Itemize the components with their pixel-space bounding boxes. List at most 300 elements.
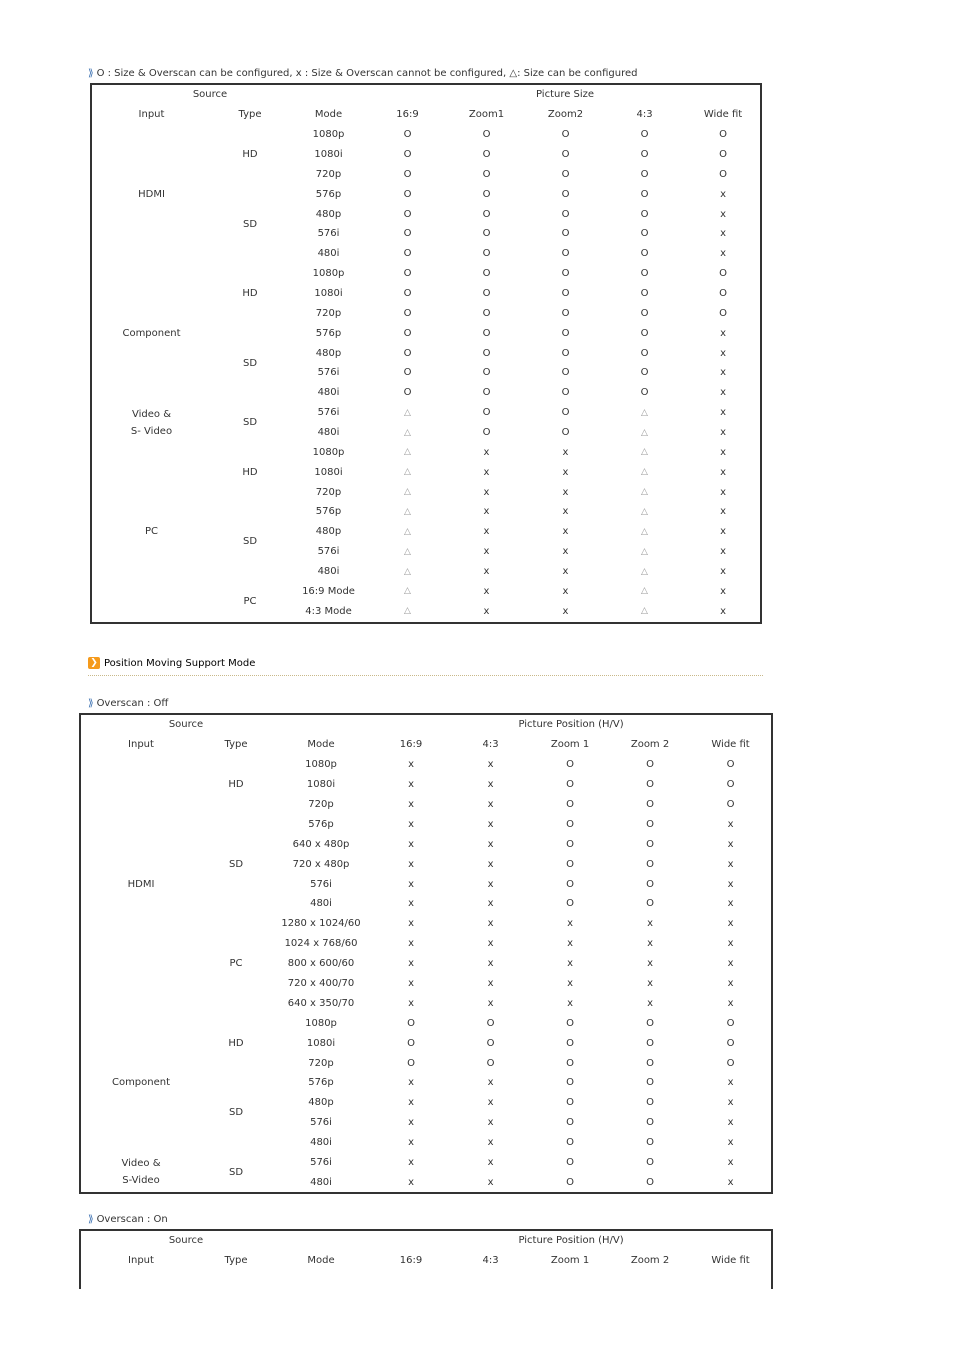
value-cell: x [483, 585, 490, 597]
value-cell: O [640, 168, 649, 180]
value-cell: O [566, 1057, 574, 1069]
value-cell: x [408, 818, 414, 830]
value-cell: x [487, 918, 494, 930]
mode-cell: 480i [317, 387, 340, 399]
value-cell: x [487, 878, 494, 890]
value-cell: x [720, 347, 726, 359]
value-cell: △ [641, 586, 648, 597]
mode-cell: 1080p [312, 129, 345, 141]
mode-cell: 720p [315, 307, 342, 319]
value-cell: x [483, 486, 490, 498]
value-cell: O [482, 149, 491, 160]
mode-cell: 576p [315, 327, 342, 339]
value-cell: x [727, 997, 734, 1009]
value-cell: x [727, 978, 734, 990]
value-cell: x [562, 446, 569, 458]
value-cell: x [562, 486, 569, 498]
value-cell: x [483, 546, 490, 558]
mode-cell: 576p [315, 188, 342, 200]
value-cell: x [562, 605, 569, 617]
value-cell: x [567, 938, 573, 950]
value-cell: O [561, 327, 570, 339]
value-cell: x [562, 526, 569, 538]
source-header: Source [168, 1235, 204, 1247]
value-cell: △ [404, 586, 411, 597]
value-cell: O [561, 129, 570, 141]
value-cell: O [482, 208, 491, 220]
value-cell: O [719, 129, 727, 141]
value-cell: x [408, 997, 414, 1009]
mode-cell: 640 x 480p [292, 838, 350, 850]
picture-size-grid [92, 85, 762, 621]
column-header: Mode [307, 1255, 335, 1267]
value-cell: △ [641, 407, 648, 418]
value-cell: O [726, 1037, 735, 1049]
picture-header: Picture Size [535, 89, 595, 101]
mode-cell: 720p [315, 486, 342, 498]
value-cell: x [408, 1137, 414, 1149]
value-cell: O [646, 799, 654, 810]
mode-cell: 480i [310, 1137, 332, 1149]
value-cell: x [483, 446, 490, 458]
value-cell: O [566, 838, 574, 850]
value-cell: x [487, 818, 494, 830]
value-cell: O [561, 407, 570, 419]
mode-cell: 1080i [314, 149, 343, 160]
value-cell: O [646, 1057, 654, 1069]
value-cell: O [403, 367, 412, 379]
value-cell: O [566, 818, 574, 830]
mode-cell: 480i [310, 898, 332, 910]
value-cell: x [720, 327, 726, 339]
value-cell: x [487, 938, 494, 950]
value-cell: O [403, 307, 412, 319]
input-cell: Video & S-Video [121, 1158, 161, 1187]
value-cell: x [720, 367, 726, 379]
value-cell: x [483, 566, 490, 578]
column-header: Zoom2 [547, 109, 584, 121]
type-cell: SD [242, 536, 258, 548]
type-cell: SD [228, 1166, 244, 1178]
value-cell: O [566, 759, 574, 771]
type-cell: HD [242, 288, 258, 300]
mode-cell: 480i [317, 566, 340, 578]
mode-cell: 720p [308, 1057, 334, 1069]
mode-cell: 640 x 350/70 [287, 997, 355, 1009]
mode-cell: 480p [308, 1097, 334, 1109]
value-cell: △ [641, 467, 648, 478]
value-cell: O [646, 1117, 654, 1129]
header-row [81, 735, 771, 755]
arrow-badge-icon: ❯ [88, 657, 100, 669]
value-cell: O [486, 1037, 495, 1049]
value-cell: O [640, 307, 649, 319]
value-cell: x [487, 799, 494, 810]
value-cell: O [403, 347, 412, 359]
value-cell: O [403, 387, 412, 399]
value-cell: O [561, 268, 570, 280]
value-cell: x [487, 958, 494, 970]
value-cell: x [727, 898, 734, 910]
value-cell: O [646, 1157, 654, 1169]
mode-cell: 576p [308, 818, 334, 830]
mode-cell: 1080p [312, 446, 345, 458]
column-header: 4:3 [482, 1255, 499, 1267]
column-header: Zoom 2 [630, 1255, 670, 1267]
table3-legend: ⟫ Overscan : On [88, 1214, 168, 1225]
chevron-right-icon: ⟫ [88, 1214, 94, 1225]
mode-cell: 1280 x 1024/60 [281, 918, 361, 930]
column-header: Zoom 2 [630, 739, 670, 751]
value-cell: x [727, 878, 734, 890]
overscan-off-grid [81, 715, 771, 1192]
chevron-right-icon: ⟫ [88, 68, 94, 79]
value-cell: O [482, 129, 491, 141]
value-cell: O [726, 799, 735, 810]
value-cell: O [640, 228, 649, 240]
value-cell: O [403, 208, 412, 220]
value-cell: △ [404, 487, 411, 498]
value-cell: x [408, 918, 414, 930]
value-cell: O [646, 1097, 654, 1109]
column-header: 4:3 [636, 109, 653, 121]
column-header: 16:9 [399, 1255, 423, 1267]
chevron-right-icon: ⟫ [88, 698, 94, 709]
value-cell: O [482, 188, 491, 200]
picture-header: Picture Position (H/V) [518, 719, 624, 731]
value-cell: x [562, 466, 569, 478]
source-header: Source [168, 719, 204, 731]
value-cell: △ [641, 506, 648, 517]
value-cell: O [640, 149, 649, 160]
column-header: Wide fit [711, 739, 750, 751]
value-cell: O [719, 168, 727, 180]
value-cell: O [403, 129, 412, 141]
value-cell: O [646, 898, 654, 910]
value-cell: O [640, 288, 649, 300]
value-cell: △ [641, 447, 648, 458]
value-cell: △ [404, 427, 411, 438]
value-cell: O [403, 288, 412, 300]
value-cell: x [487, 1137, 494, 1149]
mode-cell: 1080i [306, 779, 336, 791]
value-cell: x [562, 506, 569, 518]
value-cell: x [720, 486, 726, 498]
value-cell: O [646, 1176, 654, 1188]
mode-cell: 480p [315, 208, 342, 220]
mode-cell: 480i [317, 427, 340, 439]
type-cell: HD [228, 1037, 244, 1049]
value-cell: x [408, 858, 414, 870]
header-row [92, 105, 762, 125]
type-cell: PC [243, 595, 257, 607]
value-cell: O [403, 327, 412, 339]
picture-size-table [90, 83, 762, 624]
type-cell: HD [228, 779, 244, 791]
mode-cell: 4:3 Mode [305, 605, 352, 617]
value-cell: O [482, 228, 491, 240]
value-cell: O [482, 168, 491, 180]
value-cell: x [720, 506, 726, 518]
value-cell: △ [404, 566, 411, 577]
mode-cell: 480i [317, 248, 340, 260]
value-cell: O [561, 149, 570, 160]
value-cell: x [408, 878, 414, 890]
column-header: Zoom 1 [550, 739, 590, 751]
value-cell: O [566, 1077, 574, 1089]
column-header: 4:3 [482, 739, 499, 751]
value-cell: x [727, 1137, 734, 1149]
value-cell: O [566, 1157, 574, 1169]
column-header: Type [238, 109, 262, 121]
value-cell: △ [404, 447, 411, 458]
table1-legend: ⟫ O : Size & Overscan can be configured, x : Size & Overscan cannot be configured, △: Size can be configured [88, 68, 638, 79]
value-cell: O [640, 188, 649, 200]
value-cell: O [646, 878, 654, 890]
table-row [92, 403, 762, 423]
value-cell: O [719, 307, 727, 319]
value-cell: △ [404, 407, 411, 418]
value-cell: O [726, 1057, 735, 1069]
value-cell: △ [641, 487, 648, 498]
value-cell: O [640, 129, 649, 141]
column-header: Type [224, 739, 248, 751]
value-cell: △ [641, 566, 648, 577]
input-cell: Component [111, 1077, 171, 1089]
overscan-off-table [79, 713, 773, 1194]
value-cell: x [487, 779, 494, 791]
value-cell: x [487, 1097, 494, 1109]
input-cell: PC [144, 526, 158, 538]
value-cell: x [647, 978, 653, 990]
table-row [92, 264, 762, 284]
mode-cell: 1080i [314, 288, 343, 300]
value-cell: x [720, 248, 726, 260]
value-cell: O [403, 228, 412, 240]
column-header: Wide fit [703, 109, 743, 121]
value-cell: O [566, 1037, 574, 1049]
value-cell: x [720, 407, 726, 419]
value-cell: x [562, 546, 569, 558]
value-cell: O [566, 858, 574, 870]
value-cell: O [561, 208, 570, 220]
value-cell: O [403, 168, 412, 180]
value-cell: O [561, 228, 570, 240]
value-cell: △ [641, 546, 648, 557]
value-cell: O [482, 387, 491, 399]
input-cell: HDMI [138, 188, 165, 200]
type-cell: SD [242, 218, 258, 230]
value-cell: x [647, 958, 653, 970]
value-cell: O [482, 347, 491, 359]
value-cell: O [719, 149, 727, 160]
value-cell: △ [641, 606, 648, 617]
value-cell: x [720, 466, 726, 478]
type-cell: SD [242, 417, 258, 429]
mode-cell: 576i [317, 228, 340, 240]
value-cell: x [647, 938, 653, 950]
type-cell: HD [242, 149, 258, 160]
table-row [92, 442, 762, 462]
mode-cell: 720p [308, 799, 334, 810]
input-cell: Component [122, 327, 181, 339]
value-cell: x [408, 838, 414, 850]
value-cell: O [407, 1017, 415, 1029]
value-cell: x [567, 997, 573, 1009]
value-cell: O [726, 1017, 735, 1029]
mode-cell: 480p [315, 347, 342, 359]
value-cell: x [720, 427, 726, 439]
mode-cell: 576i [317, 546, 340, 558]
value-cell: O [561, 347, 570, 359]
value-cell: x [720, 566, 726, 578]
value-cell: x [727, 1097, 734, 1109]
value-cell: x [408, 898, 414, 910]
value-cell: O [482, 268, 491, 280]
table-row [92, 125, 762, 145]
value-cell: O [482, 367, 491, 379]
value-cell: x [727, 838, 734, 850]
value-cell: O [566, 898, 574, 910]
mode-cell: 1024 x 768/60 [284, 938, 358, 950]
mode-cell: 480p [315, 526, 342, 538]
table-row [81, 1153, 771, 1173]
value-cell: x [408, 1117, 414, 1129]
value-cell: O [640, 327, 649, 339]
value-cell: O [561, 387, 570, 399]
value-cell: x [408, 759, 414, 771]
column-header: Wide fit [711, 1255, 750, 1267]
mode-cell: 576i [317, 407, 340, 419]
value-cell: x [408, 1176, 414, 1188]
value-cell: O [719, 288, 727, 300]
mode-cell: 576p [315, 506, 342, 518]
value-cell: O [486, 1017, 495, 1029]
value-cell: x [562, 566, 569, 578]
type-cell: SD [228, 1107, 244, 1119]
value-cell: x [483, 466, 490, 478]
value-cell: O [403, 188, 412, 200]
value-cell: O [407, 1057, 415, 1069]
value-cell: x [727, 958, 734, 970]
value-cell: x [408, 978, 414, 990]
value-cell: x [647, 918, 653, 930]
value-cell: x [487, 858, 494, 870]
mode-cell: 1080p [305, 1017, 337, 1029]
value-cell: x [487, 838, 494, 850]
value-cell: O [403, 248, 412, 260]
value-cell: x [720, 585, 726, 597]
value-cell: x [483, 506, 490, 518]
mode-cell: 1080i [306, 1037, 336, 1049]
dotted-divider [88, 675, 763, 676]
mode-cell: 16:9 Mode [302, 585, 355, 597]
value-cell: O [640, 268, 649, 280]
value-cell: x [567, 918, 573, 930]
value-cell: x [727, 1077, 734, 1089]
value-cell: O [482, 407, 491, 419]
value-cell: O [403, 149, 412, 160]
value-cell: O [566, 878, 574, 890]
header-row [81, 1251, 771, 1271]
value-cell: △ [404, 606, 411, 617]
value-cell: x [720, 208, 726, 220]
value-cell: O [640, 387, 649, 399]
value-cell: x [487, 1077, 494, 1089]
type-cell: PC [229, 958, 243, 970]
value-cell: x [727, 1176, 734, 1188]
value-cell: O [646, 858, 654, 870]
value-cell: O [403, 268, 412, 280]
mode-cell: 800 x 600/60 [287, 958, 355, 970]
value-cell: O [640, 208, 649, 220]
value-cell: x [720, 188, 726, 200]
value-cell: x [408, 1097, 414, 1109]
value-cell: O [561, 307, 570, 319]
value-cell: O [561, 168, 570, 180]
input-cell: Video & S- Video [130, 408, 173, 437]
value-cell: x [408, 938, 414, 950]
value-cell: O [646, 759, 654, 771]
mode-cell: 1080p [312, 268, 345, 280]
overscan-on-table [79, 1229, 773, 1289]
column-header: 16:9 [399, 739, 423, 751]
value-cell: O [640, 248, 649, 260]
column-header: Mode [314, 109, 343, 121]
value-cell: x [483, 605, 490, 617]
value-cell: O [646, 818, 654, 830]
value-cell: O [646, 1037, 654, 1049]
value-cell: x [720, 228, 726, 240]
value-cell: x [487, 1117, 494, 1129]
value-cell: x [483, 526, 490, 538]
mode-cell: 576i [310, 878, 332, 890]
header-row [81, 1231, 771, 1251]
value-cell: O [561, 288, 570, 300]
value-cell: △ [404, 546, 411, 557]
mode-cell: 1080p [305, 759, 337, 771]
value-cell: x [720, 605, 726, 617]
value-cell: x [727, 938, 734, 950]
value-cell: O [482, 288, 491, 300]
value-cell: O [486, 1057, 495, 1069]
value-cell: O [640, 367, 649, 379]
value-cell: x [727, 1117, 734, 1129]
column-header: Zoom1 [468, 109, 505, 121]
mode-cell: 480i [310, 1176, 332, 1188]
value-cell: O [566, 1097, 574, 1109]
value-cell: O [726, 779, 735, 791]
value-cell: △ [404, 506, 411, 517]
value-cell: O [482, 307, 491, 319]
type-cell: SD [228, 858, 244, 870]
value-cell: O [566, 799, 574, 810]
value-cell: O [566, 1176, 574, 1188]
value-cell: O [482, 248, 491, 260]
column-header: Input [128, 1255, 154, 1267]
type-cell: HD [242, 466, 258, 478]
value-cell: O [646, 1077, 654, 1089]
column-header: Zoom 1 [550, 1255, 590, 1267]
column-header: Input [128, 739, 154, 751]
value-cell: x [567, 978, 573, 990]
value-cell: △ [404, 467, 411, 478]
value-cell: O [561, 367, 570, 379]
value-cell: x [408, 799, 414, 810]
value-cell: x [487, 898, 494, 910]
value-cell: O [640, 347, 649, 359]
value-cell: O [566, 1117, 574, 1129]
